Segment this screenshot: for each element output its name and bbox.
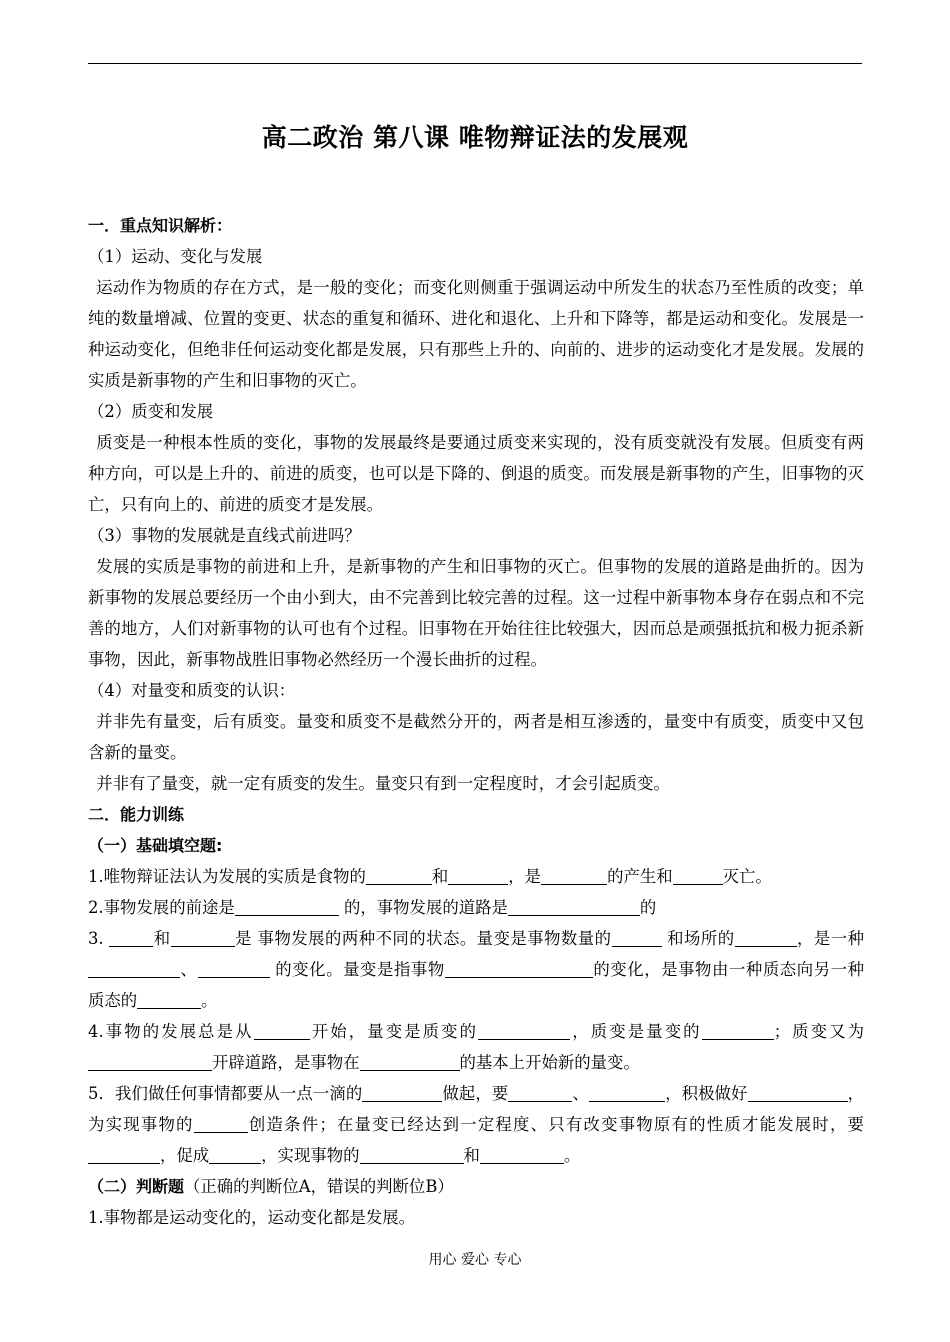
- blank[interactable]: [88, 961, 180, 978]
- subsection4-body-1: 并非先有量变，后有质变。量变和质变不是截然分开的，两者是相互渗透的，量变中有质变，质变中又包含新的量变。: [88, 712, 864, 762]
- blank[interactable]: [366, 868, 432, 885]
- fill-question-5: [88, 1078, 864, 1171]
- judge-heading: （二）判断题: [88, 1177, 185, 1196]
- q3-text: 是 事物发展的两种不同的状态。量变是事物数量的: [234, 929, 612, 948]
- blank[interactable]: [254, 1023, 310, 1040]
- q4-text: 4.事物的发展总是从: [88, 1022, 254, 1041]
- blank[interactable]: [235, 899, 339, 916]
- subsection2-heading: （2）质变和发展: [88, 402, 214, 421]
- section1-heading: 一．重点知识解析：: [88, 216, 233, 235]
- blank[interactable]: [445, 961, 593, 978]
- q5-text: ，积极做好: [665, 1084, 748, 1103]
- blank[interactable]: [209, 1147, 261, 1164]
- blank[interactable]: [360, 1147, 464, 1164]
- document-body: [88, 210, 864, 1233]
- subsection3-heading: （3）事物的发展就是直线式前进吗？: [88, 526, 361, 545]
- q4-text: ；质变又为: [773, 1022, 865, 1041]
- q1-text: 灭亡。: [722, 867, 772, 886]
- q1-text: ，是: [508, 867, 542, 886]
- subsection4-body-2: 并非有了量变，就一定有质变的发生。量变只有到一定程度时，才会引起质变。: [96, 774, 670, 793]
- blank[interactable]: [673, 868, 723, 885]
- subsection2-body: 质变是一种根本性质的变化，事物的发展最终是要通过质变来实现的，没有质变就没有发展。但质变有两种方向，可以是上升的、前进的质变，也可以是下降的、倒退的质变。而发展是新事物的产生，旧事物的灭亡，只有向上的、前进的质变才是发展。: [88, 433, 864, 514]
- blank[interactable]: [612, 930, 662, 947]
- q4-text: ，质变是量变的: [570, 1022, 702, 1041]
- blank[interactable]: [88, 1147, 160, 1164]
- blank[interactable]: [360, 1054, 460, 1071]
- page-title: 高二政治 第八课 唯物辩证法的发展观: [261, 123, 689, 152]
- fill-in-heading: （一）基础填空题:: [88, 836, 223, 855]
- q5-text: 和: [463, 1146, 480, 1165]
- blank[interactable]: [88, 1054, 212, 1071]
- blank[interactable]: [171, 930, 235, 947]
- blank[interactable]: [137, 992, 201, 1009]
- q5-text: 做起，要: [442, 1084, 509, 1103]
- q2-text: 的，事物发展的道路是: [338, 898, 508, 917]
- q4-text: 开辟道路，是事物在: [212, 1053, 360, 1072]
- blank[interactable]: [478, 1023, 570, 1040]
- blank[interactable]: [109, 930, 153, 947]
- page-footer: 用心 爱心 专心: [428, 1252, 522, 1268]
- q3-text: 3.: [88, 929, 110, 948]
- blank[interactable]: [541, 868, 607, 885]
- subsection1-heading: （1）运动、变化与发展: [88, 247, 263, 266]
- judge-note: （正确的判断位A，错误的判断位B）: [184, 1177, 454, 1196]
- q5-text: 、: [572, 1084, 589, 1103]
- q3-text: 、: [180, 960, 198, 979]
- q5-text: 5．我们做任何事情都要从一点一滴的: [88, 1084, 363, 1103]
- q2-text: 的: [639, 898, 657, 917]
- q5-text: 。: [563, 1146, 581, 1165]
- q5-text: ，实现事物的: [261, 1146, 360, 1165]
- q3-text: ，是一种: [796, 929, 864, 948]
- q5-text: 创造条件；在量变已经达到一定程度、只有改变事物原有的性质才能发展时，要: [247, 1115, 865, 1134]
- q3-text: 和场所的: [661, 929, 735, 948]
- blank[interactable]: [702, 1023, 774, 1040]
- subsection4-heading: （4）对量变和质变的认识：: [88, 681, 296, 700]
- blank[interactable]: [480, 1147, 564, 1164]
- header-rule: [88, 63, 862, 64]
- q5-text: ，为实现事物的: [88, 1084, 865, 1134]
- blank[interactable]: [362, 1085, 442, 1102]
- blank[interactable]: [508, 899, 640, 916]
- blank[interactable]: [589, 1085, 665, 1102]
- q4-text: 开始，量变是质变的: [309, 1022, 479, 1041]
- blank[interactable]: [508, 1085, 572, 1102]
- q3-text: 。: [201, 991, 218, 1010]
- q2-text: 2.事物发展的前途是: [88, 898, 235, 917]
- q5-text: ，促成: [160, 1146, 210, 1165]
- judge-question-1: 1.事物都是运动变化的，运动变化都是发展。: [88, 1208, 416, 1227]
- subsection1-body: 运动作为物质的存在方式，是一般的变化；而变化则侧重于强调运动中所发生的状态乃至性质的改变；单纯的数量增减、位置的变更、状态的重复和循环、进化和退化、上升和下降等，都是运动和变化。发展是一种运动变化，但绝非任何运动变化都是发展，只有那些上升的、向前的、进步的运动变化才是发展。发展的实质是新事物的产生和旧事物的灭亡。: [88, 278, 864, 390]
- blank[interactable]: [448, 868, 508, 885]
- subsection3-body: 发展的实质是事物的前进和上升，是新事物的产生和旧事物的灭亡。但事物的发展的道路是曲折的。因为新事物的发展总要经历一个由小到大，由不完善到比较完善的过程。这一过程中新事物本身存在弱点和不完善的地方，人们对新事物的认可也有个过程。旧事物在开始往往比较强大，因而总是顽强抵抗和极力扼杀新事物，因此，新事物战胜旧事物必然经历一个漫长曲折的过程。: [88, 557, 864, 669]
- fill-question-1: [88, 861, 864, 892]
- blank[interactable]: [194, 1116, 248, 1133]
- fill-question-4: [88, 1016, 864, 1078]
- blank[interactable]: [198, 961, 270, 978]
- blank[interactable]: [735, 930, 797, 947]
- fill-question-2: [88, 892, 864, 923]
- q3-text: 和: [153, 929, 171, 948]
- q1-text: 1.唯物辩证法认为发展的实质是食物的: [88, 867, 366, 886]
- q3-text: 的变化，是事物由一种质态向另一种质态的: [88, 960, 865, 1010]
- q3-text: 的变化。量变是指事物: [269, 960, 445, 979]
- fill-question-3: [88, 923, 864, 1016]
- q1-text: 的产生和: [607, 867, 673, 886]
- blank[interactable]: [748, 1085, 848, 1102]
- section2-heading: 二．能力训练: [88, 805, 185, 824]
- judge-heading-line: [88, 1171, 864, 1202]
- q4-text: 的基本上开始新的量变。: [459, 1053, 640, 1072]
- q1-text: 和: [431, 867, 449, 886]
